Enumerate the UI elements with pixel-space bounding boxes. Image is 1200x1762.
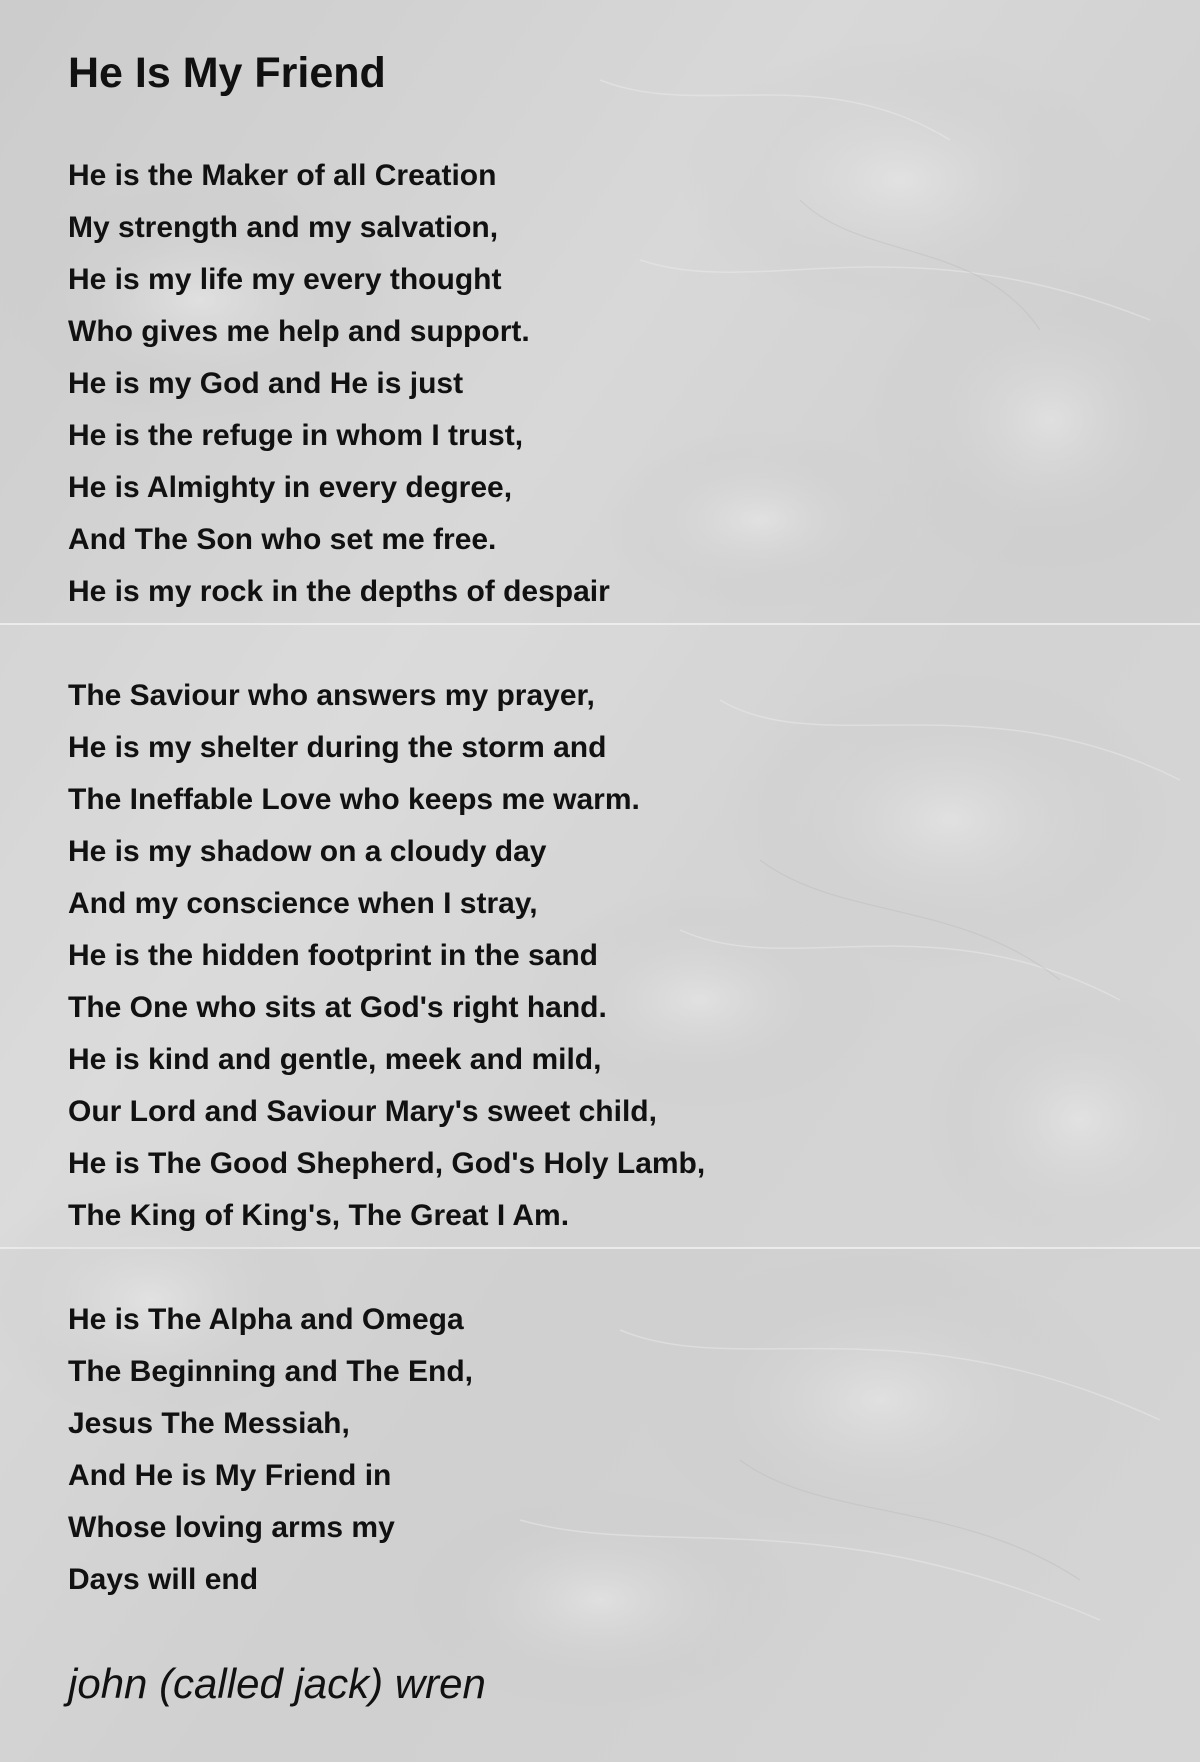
poem-line: Days will end	[68, 1563, 259, 1596]
poem-line: He is Almighty in every degree,	[68, 471, 513, 504]
poem-line: My strength and my salvation,	[68, 211, 499, 244]
poem-line: He is The Alpha and Omega	[68, 1303, 464, 1336]
poem-line: He is the hidden footprint in the sand	[68, 939, 598, 972]
poem-line: Our Lord and Saviour Mary's sweet child,	[68, 1095, 657, 1128]
poem-line: The Beginning and The End,	[68, 1355, 473, 1388]
poem-body	[68, 150, 705, 1658]
stanza	[68, 670, 705, 1242]
poem-line: Jesus The Messiah,	[68, 1407, 350, 1440]
poem-line: The Saviour who answers my prayer,	[68, 679, 595, 712]
poem-line: The Ineffable Love who keeps me warm.	[68, 783, 640, 816]
stanza	[68, 1294, 705, 1606]
poem-line: He is my life my every thought	[68, 263, 502, 296]
poem-line: He is The Good Shepherd, God's Holy Lamb,	[68, 1147, 706, 1180]
poem-line: Whose loving arms my	[68, 1511, 395, 1544]
poem-line: He is my God and He is just	[68, 367, 464, 400]
poem-line: And my conscience when I stray,	[68, 887, 538, 920]
poem-line: He is my shadow on a cloudy day	[68, 835, 547, 868]
poem-line: He is the Maker of all Creation	[68, 159, 497, 192]
poem-line: He is kind and gentle, meek and mild,	[68, 1043, 602, 1076]
stanza	[68, 150, 705, 618]
poem-line: The One who sits at God's right hand.	[68, 991, 607, 1024]
poem-title: He Is My Friend	[68, 49, 386, 97]
poem-line: Who gives me help and support.	[68, 315, 530, 348]
poem-line: He is my rock in the depths of despair	[68, 575, 610, 608]
poem-line: And He is My Friend in	[68, 1459, 392, 1492]
poem-author: john (called jack) wren	[68, 1660, 486, 1707]
poem-line: The King of King's, The Great I Am.	[68, 1199, 570, 1232]
poem-line: He is the refuge in whom I trust,	[68, 419, 524, 452]
poem-line: He is my shelter during the storm and	[68, 731, 607, 764]
poem-line: And The Son who set me free.	[68, 523, 497, 556]
